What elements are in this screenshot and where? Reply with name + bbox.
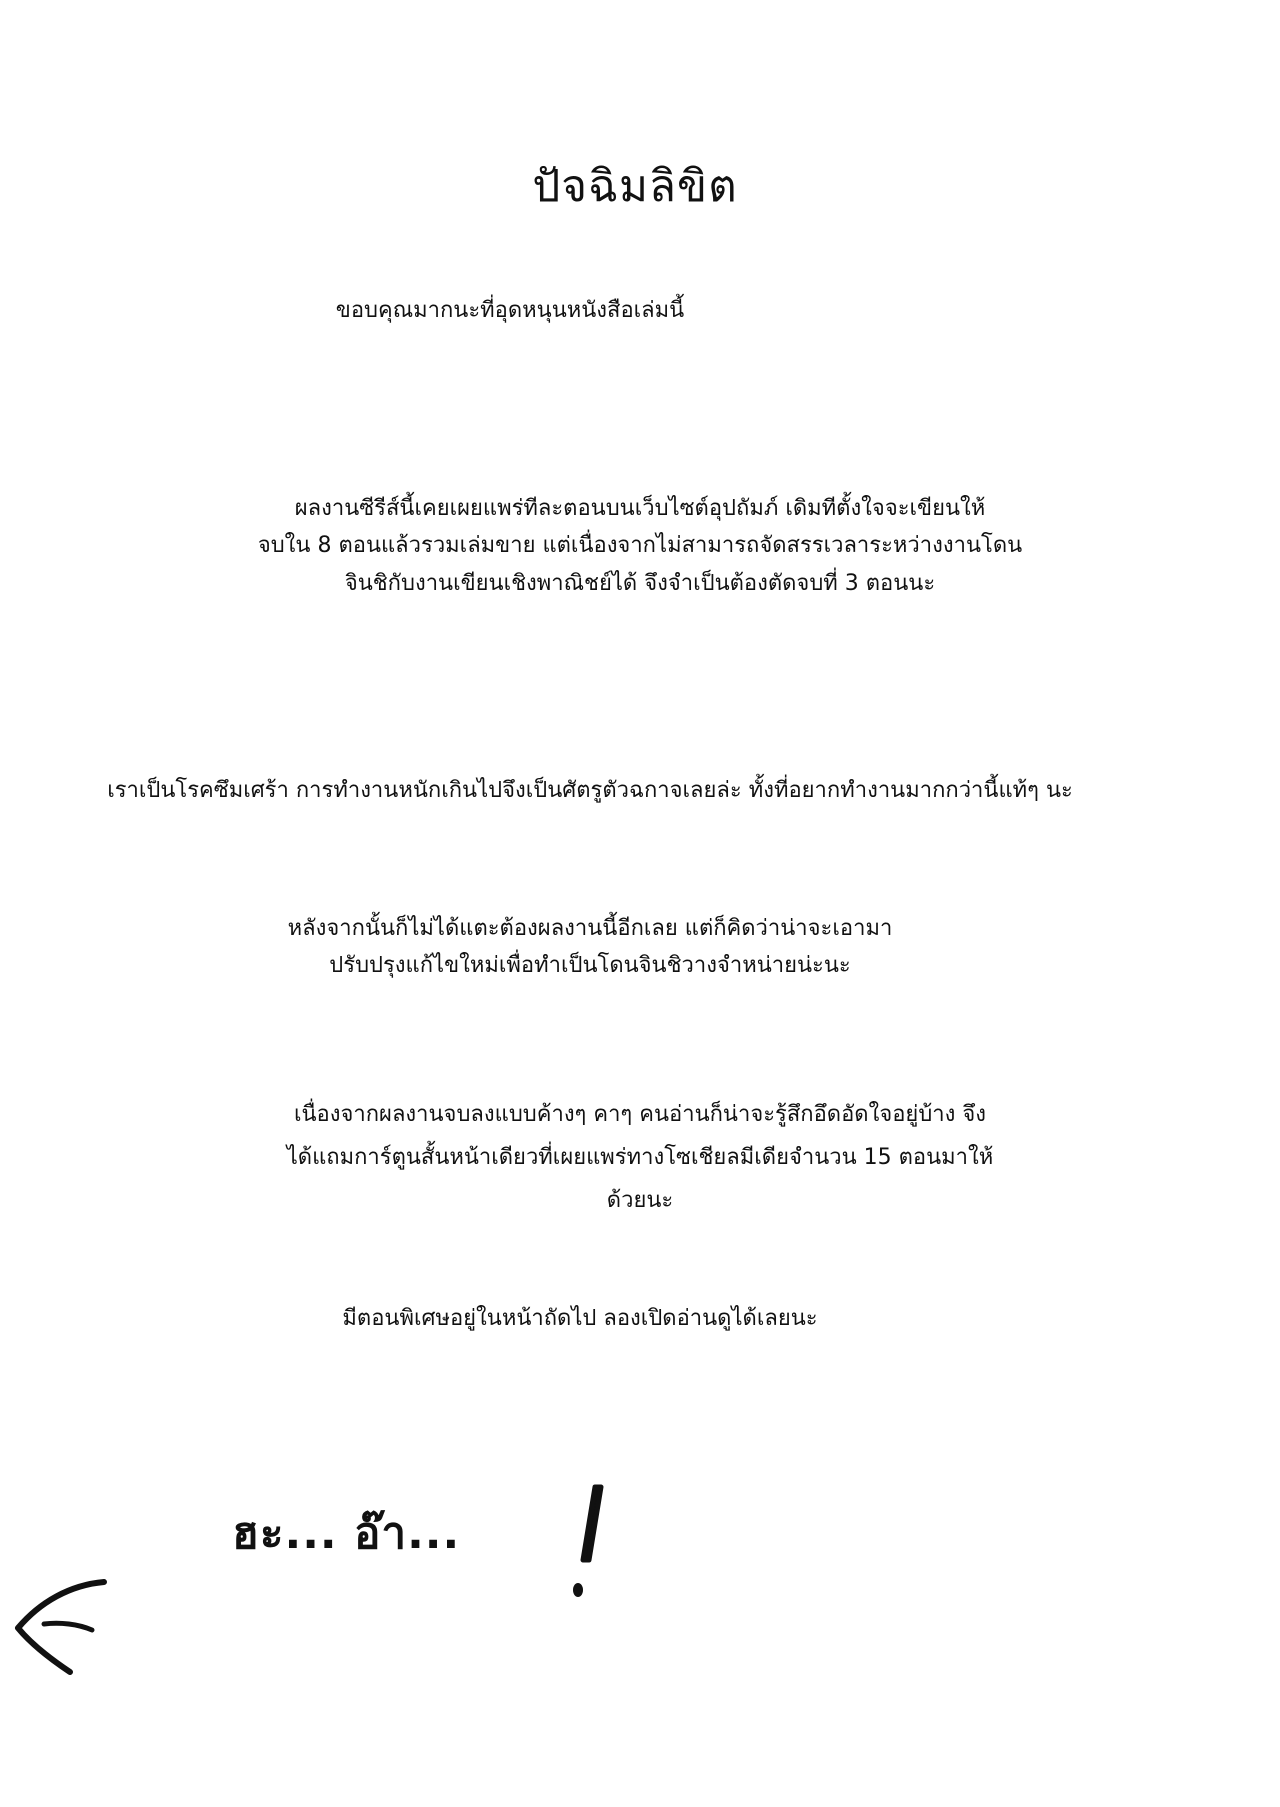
- paragraph-line: มีตอนพิเศษอยู่ในหน้าถัดไป ลองเปิดอ่านดูได้เลยนะ: [342, 1306, 818, 1331]
- paragraph-line: จบใน 8 ตอนแล้วรวมเล่มขาย แต่เนื่องจากไม่สามารถจัดสรรเวลาระหว่างงานโดน: [257, 533, 1023, 559]
- paragraph-line: ขอบคุณมากนะที่อุดหนุนหนังสือเล่มนี้: [335, 298, 685, 323]
- paragraph-line: ด้วยนะ: [606, 1187, 674, 1213]
- paragraph-line: ปรับปรุงแก้ไขใหม่เพื่อทำเป็นโดนจินชิวางจำหน่ายน่ะนะ: [329, 953, 851, 979]
- paragraph-line: หลังจากนั้นก็ไม่ได้แตะต้องผลงานนี้อีกเลย แต่ก็คิดว่าน่าจะเอามา: [287, 916, 893, 941]
- paragraph-line: ได้แถมการ์ตูนสั้นหน้าเดียวที่เผยแพร่ทางโซเชียลมีเดียจำนวน 15 ตอนมาให้: [286, 1144, 994, 1170]
- exclamation-stroke-icon: [583, 1487, 601, 1560]
- page-title: ปัจฉิมลิขิต: [532, 161, 738, 212]
- exclamation-dot-icon: [573, 1583, 583, 1597]
- paragraph-line: เราเป็นโรคซึมเศร้า การทำงานหนักเกินไปจึงเป็นศัตรูตัวฉกาจเลยล่ะ ทั้งที่อยากทำงานมากกว่านี้แท้ๆ นะ: [107, 778, 1073, 803]
- sound-effect-text: ฮะ... อ๊า...: [232, 1508, 461, 1559]
- paragraph-line: เนื่องจากผลงานจบลงแบบค้างๆ คาๆ คนอ่านก็น่าจะรู้สึกอึดอัดใจอยู่บ้าง จึง: [293, 1102, 987, 1127]
- hand-arrow-tick-icon: [44, 1623, 92, 1630]
- paragraph-line: จินชิกับงานเขียนเชิงพาณิชย์ได้ จึงจำเป็นต้องตัดจบที่ 3 ตอนนะ: [344, 570, 936, 596]
- paragraph-line: ผลงานซีรีส์นี้เคยเผยแพร่ทีละตอนบนเว็บไซต์อุปถัมภ์ เดิมทีตั้งใจจะเขียนให้: [294, 496, 986, 521]
